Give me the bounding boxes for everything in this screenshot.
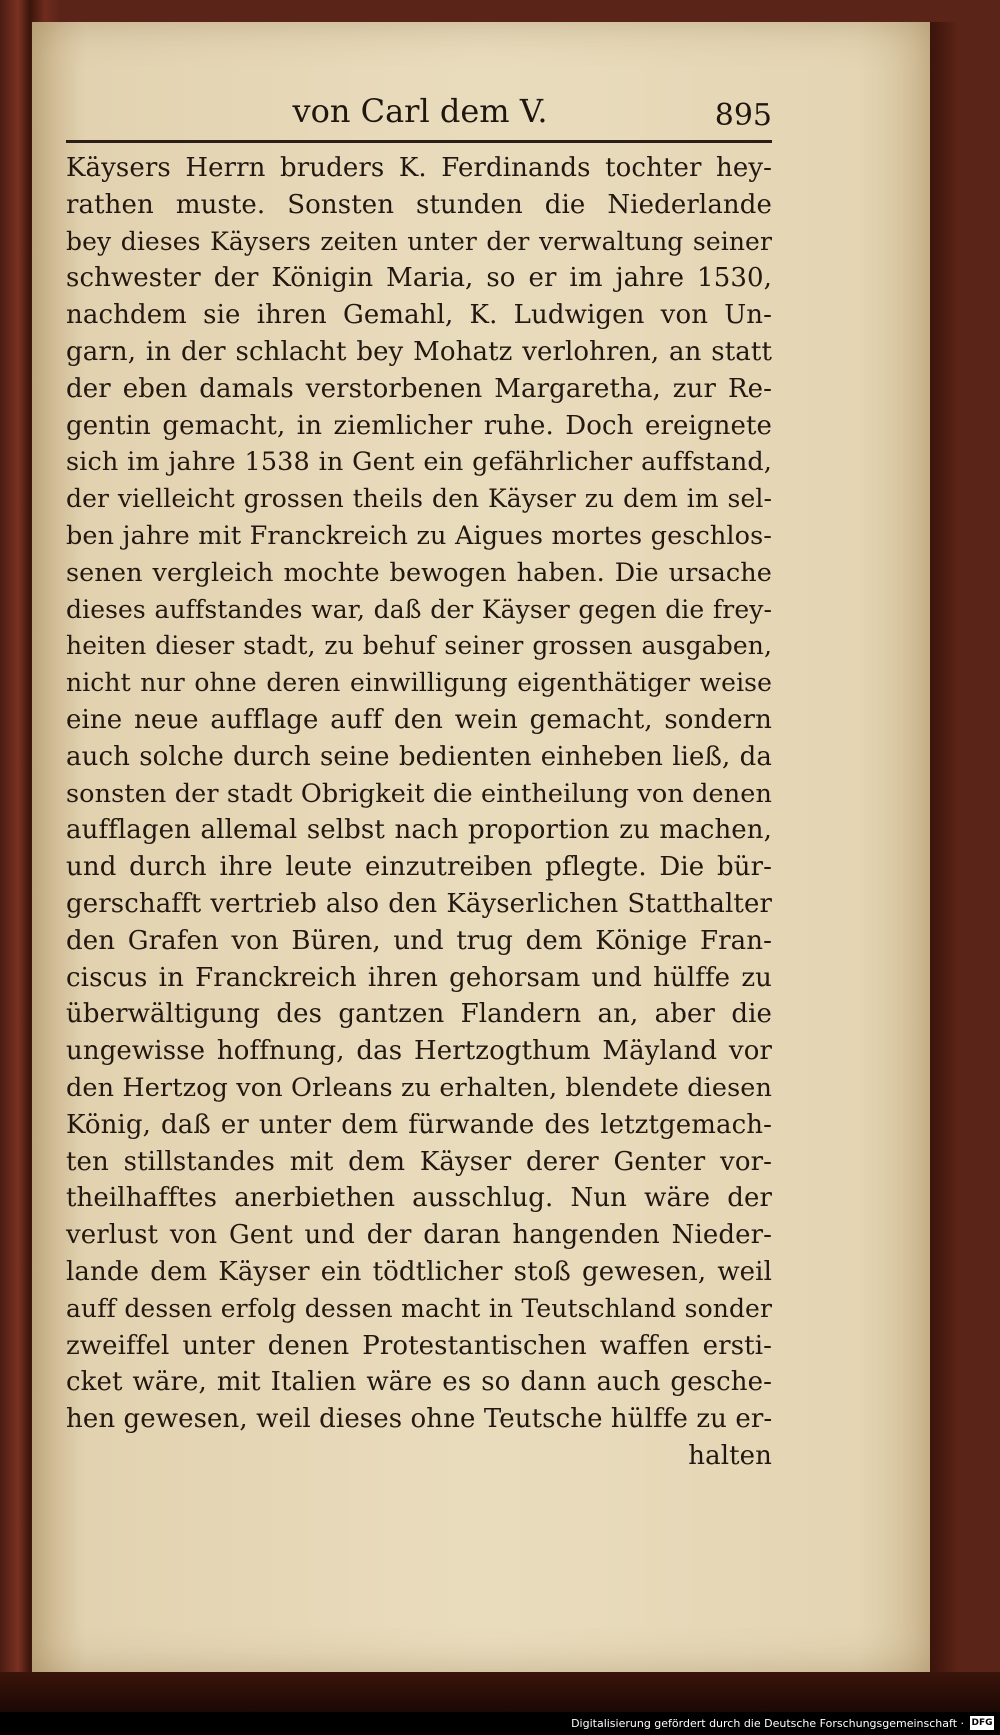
text-line: König, daß er unter dem fürwande des letztgemach- xyxy=(66,1109,772,1140)
text-line: Käysers Herrn bruders K. Ferdinands tochter hey- xyxy=(66,153,772,183)
text-line: sonsten der stadt Obrigkeit die eintheilung von denen xyxy=(66,778,772,809)
text-line: auch solche durch seine bedienten einheben ließ, da xyxy=(66,741,772,772)
body-text xyxy=(66,150,772,1490)
text-line: bey dieses Käysers zeiten unter der verwaltung seiner xyxy=(66,226,772,256)
page-number: 895 xyxy=(714,98,772,133)
text-line: und durch ihre leute einzutreiben pflegte. Die bür- xyxy=(66,852,772,883)
text-line: überwältigung des gantzen Flandern an, aber die xyxy=(66,999,772,1030)
book-binding-edge xyxy=(0,1672,1000,1712)
page-edge-shadow xyxy=(930,22,960,1672)
text-line: ciscus in Franckreich ihren gehorsam und hülffe zu xyxy=(66,962,772,993)
text-line: aufflagen allemal selbst nach proportion zu machen, xyxy=(66,815,772,846)
text-line: lande dem Käyser ein tödtlicher stoß gewesen, weil xyxy=(66,1256,772,1287)
text-line: der vielleicht grossen theils den Käyser zu dem im sel- xyxy=(66,484,772,514)
text-line: gerschafft vertrieb also den Käyserlichen Statthalter xyxy=(66,888,772,919)
text-line: verlust von Gent und der daran hangenden Nieder- xyxy=(66,1220,772,1251)
text-line: theilhafftes anerbiethen ausschlug. Nun wäre der xyxy=(66,1183,772,1214)
text-line: schwester der Königin Maria, so er im jahre 1530, xyxy=(66,263,772,294)
text-line: gentin gemacht, in ziemlicher ruhe. Doch ereignete xyxy=(66,410,772,441)
footer-bar xyxy=(0,1712,1000,1735)
text-line: senen vergleich mochte bewogen haben. Die ursache xyxy=(66,557,772,588)
text-line: nicht nur ohne deren einwilligung eigenthätiger weise xyxy=(66,668,772,698)
text-line: den Hertzog von Orleans zu erhalten, blendete diesen xyxy=(66,1072,772,1103)
text-line: cket wäre, mit Italien wäre es so dann auch gesche- xyxy=(66,1367,772,1398)
text-line: rathen muste. Sonsten stunden die Niederlande xyxy=(66,189,772,220)
text-line: eine neue aufflage auff den wein gemacht, sondern xyxy=(66,704,772,735)
header-rule xyxy=(66,140,772,143)
text-line: sich im jahre 1538 in Gent ein gefährlicher auffstand, xyxy=(66,447,772,478)
dfg-logo: DFG xyxy=(971,1718,993,1728)
text-line: ungewisse hoffnung, das Hertzogthum Mäyland vor xyxy=(66,1036,772,1067)
text-line: ben jahre mit Franckreich zu Aigues mortes geschlos- xyxy=(66,520,772,551)
text-line: hen gewesen, weil dieses ohne Teutsche hülffe zu er- xyxy=(66,1404,773,1435)
text-line: zweiffel unter denen Protestantischen waffen ersti- xyxy=(66,1330,772,1361)
text-line: garn, in der schlacht bey Mohatz verlohren, an statt xyxy=(66,336,772,367)
text-line: ten stillstandes mit dem Käyser derer Genter vor- xyxy=(66,1146,772,1177)
catchword: halten xyxy=(688,1440,772,1471)
text-line: heiten dieser stadt, zu behuf seiner grossen ausgaben, xyxy=(66,631,772,661)
funding-credit: Digitalisierung gefördert durch die Deutsche Forschungsgemeinschaft · xyxy=(571,1717,964,1730)
text-line: den Grafen von Büren, und trug dem Könige Fran- xyxy=(66,925,772,956)
text-line: nachdem sie ihren Gemahl, K. Ludwigen von Un- xyxy=(66,300,772,331)
text-line: der eben damals verstorbenen Margaretha, zur Re- xyxy=(66,373,772,404)
text-line: auff dessen erfolg dessen macht in Teutschland sonder xyxy=(66,1293,772,1323)
text-line: dieses auffstandes war, daß der Käyser gegen die frey- xyxy=(66,594,772,624)
running-title: von Carl dem V. xyxy=(292,92,548,130)
